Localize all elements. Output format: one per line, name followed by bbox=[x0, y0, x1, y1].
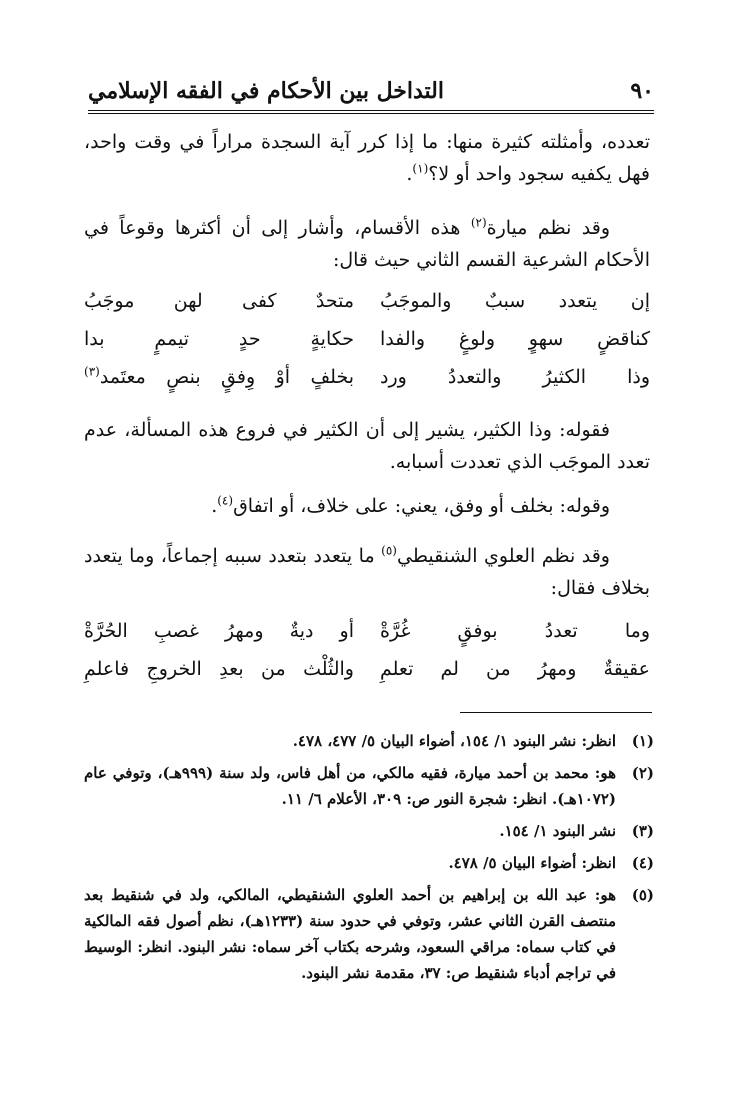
paragraph-5-text-a: وقد نظم العلوي الشنقيطي bbox=[396, 545, 610, 567]
paragraph-2-text-a: وقد نظم ميارة bbox=[486, 217, 610, 239]
paragraph-1-text: تعدده، وأمثلته كثيرة منها: ما إذا كرر آية السجدة مراراً في وقت واحد، فهل يكفيه سجود واحد أو لا؟ bbox=[84, 131, 650, 185]
paragraph-1 bbox=[84, 126, 650, 190]
paragraph-5-text-b: ما يتعدد بتعدد سببه إجماعاً، وما يتعدد بخلاف فقال: bbox=[84, 545, 650, 599]
verse-hemistich-left: حكايةٍ حدٍ تيممٍ بدا bbox=[84, 328, 354, 350]
footnote-number: (٥) bbox=[631, 886, 654, 904]
verse-row bbox=[84, 620, 650, 658]
footnote-text: هو: عبد الله بن إبراهيم بن أحمد العلوي الشنقيطي، المالكي، ولد في شنقيط بعد منتصف القرن الثاني عشر، وتوفي في حدود سنة (١٢٣٣هـ)، نظم أصول فقه المالكية في كتاب سماه: مراقي السعود، وشرحه بكتاب آخر سماه: نشر البنود. انظر: الوسيط في تراجم أدباء شنقيط ص: ٣٧، مقدمة نشر البنود. bbox=[84, 886, 616, 982]
paragraph-4 bbox=[84, 490, 650, 522]
paragraph-1-end: . bbox=[406, 163, 413, 185]
verse-hemistich-right: إن يتعدد سببٌ والموجَبُ bbox=[380, 290, 650, 312]
paragraph-3: فقوله: وذا الكثير، يشير إلى أن الكثير في فروع هذه المسألة، عدم تعدد الموجَب الذي تعددت أسبابه. bbox=[84, 419, 650, 473]
footnote bbox=[84, 850, 654, 876]
footnote-ref-5: (٥) bbox=[381, 543, 397, 558]
page-header bbox=[88, 68, 654, 114]
verse-row bbox=[84, 366, 650, 404]
footnote-number: (٣) bbox=[631, 822, 654, 840]
footnote-text: انظر: أضواء البيان ٥/ ٤٧٨. bbox=[448, 854, 616, 872]
footnote-ref-3: (٣) bbox=[84, 364, 100, 379]
verse-hemistich-right: وما تعددُ بوفقٍ غُرَّةْ bbox=[380, 620, 650, 642]
footnote-text: نشر البنود ١/ ١٥٤. bbox=[499, 822, 616, 840]
verse-hemistich-right: وذا الكثيرُ والتعددُ ورد bbox=[380, 366, 650, 388]
footnote-text: انظر: نشر البنود ١/ ١٥٤، أضواء البيان ٥/ ٤٧٧، ٤٧٨. bbox=[292, 732, 616, 750]
running-title: التداخل بين الأحكام في الفقه الإسلامي bbox=[88, 78, 444, 104]
verse-hemistich-left: أو ديةٌ ومهرُ غصبِ الحُرَّةْ bbox=[84, 620, 354, 642]
verse-hemistich-right: كناقضٍ سهوٍ ولوغٍ والفدا bbox=[380, 328, 650, 350]
verse-hemistich-left bbox=[84, 366, 354, 388]
verse-block-1 bbox=[84, 290, 650, 404]
verse-hemistich-left: والثُلْث من بعدِ الخروجِ فاعلمِ bbox=[84, 658, 354, 680]
paragraph-2-text-b: هذه الأقسام، وأشار إلى أن أكثرها وقوعاً في الأحكام الشرعية القسم الثاني حيث قال: bbox=[84, 217, 650, 271]
footnote-separator bbox=[460, 712, 652, 713]
footnote bbox=[84, 728, 654, 754]
footnotes bbox=[84, 728, 654, 992]
footnote bbox=[84, 882, 654, 986]
paragraph-2 bbox=[84, 212, 650, 276]
footnote-ref-1: (١) bbox=[412, 161, 429, 176]
footnote-ref-2: (٢) bbox=[470, 215, 487, 230]
verse-hemistich-left-text: بخلفٍ أوْ وِفقٍ بنصٍ معتَمد bbox=[99, 366, 354, 388]
paragraph-4-text: وقوله: بخلف أو وفق، يعني: على خلاف، أو اتفاق bbox=[233, 495, 610, 517]
verse-hemistich-left: متحدٌ كفى لهن موجَبُ bbox=[84, 290, 354, 312]
page-number: ٩٠ bbox=[630, 78, 654, 104]
footnote-number: (١) bbox=[631, 732, 654, 750]
footnote-ref-4: (٤) bbox=[217, 493, 234, 508]
footnote-text: هو: محمد بن أحمد ميارة، فقيه مالكي، من أهل فاس، ولد سنة (٩٩٩هـ)، وتوفي عام (١٠٧٢هـ). انظر: شجرة النور ص: ٣٠٩، الأعلام ٦/ ١١. bbox=[84, 764, 616, 808]
footnote-number: (٢) bbox=[631, 764, 654, 782]
verse-hemistich-right: عقيقةٌ ومهرُ من لم تعلمِ bbox=[380, 658, 650, 680]
paragraph-5 bbox=[84, 540, 650, 604]
paragraph-4-end: . bbox=[211, 495, 218, 517]
verse-row bbox=[84, 328, 650, 366]
verse-row bbox=[84, 290, 650, 328]
header-rule bbox=[88, 110, 654, 114]
footnote bbox=[84, 818, 654, 844]
verse-row bbox=[84, 658, 650, 696]
footnote-number: (٤) bbox=[631, 854, 654, 872]
verse-block-2 bbox=[84, 620, 650, 696]
footnote bbox=[84, 760, 654, 812]
